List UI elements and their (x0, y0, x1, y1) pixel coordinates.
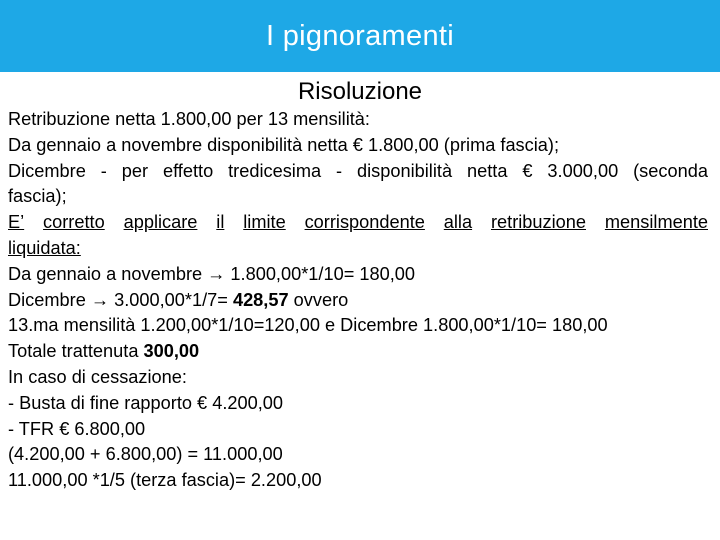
word: (seconda (633, 160, 708, 181)
text-line-6-underlined: liquidata: (8, 237, 81, 258)
header-bar (0, 0, 720, 72)
text-line-2: Da gennaio a novembre disponibilità netta € 1.800,00 (prima fascia); (8, 134, 560, 155)
subtitle-text: Risoluzione (297, 78, 423, 105)
text-line-9: 13.ma mensilità 1.200,00*1/10=120,00 e Dicembre 1.800,00*1/10= 180,00 (8, 315, 608, 336)
text-line-7: Da gennaio a novembre → 1.800,00*1/10= 180,00 (8, 263, 415, 284)
word: limite (243, 212, 286, 233)
subtitle (0, 78, 720, 106)
word: tredicesima (228, 160, 322, 181)
line8-suffix: ovvero (288, 289, 349, 310)
word: € (522, 160, 533, 181)
text-line-14: (4.200,00 + 6.800,00) = 11.000,00 (8, 444, 283, 465)
word: applicare (123, 212, 198, 233)
content-body (8, 107, 708, 494)
line8-bold-value: 428,57 (232, 289, 289, 310)
word: disponibilità (357, 160, 453, 181)
slide-title: I pignoramenti (266, 19, 454, 52)
text-line-15: 11.000,00 *1/5 (terza fascia)= 2.200,00 (8, 470, 322, 491)
text-line-13: - TFR € 6.800,00 (8, 418, 146, 439)
word: alla (443, 212, 473, 233)
word: - (100, 160, 107, 181)
text-line-3 (8, 159, 708, 185)
text-line-12: - Busta di fine rapporto € 4.200,00 (8, 392, 284, 413)
text-line-10 (8, 339, 708, 365)
word: retribuzione (490, 212, 587, 233)
word: Dicembre (8, 160, 86, 181)
word: il (216, 212, 225, 233)
word: E’ (8, 212, 25, 233)
word: - (336, 160, 343, 181)
text-line-1: Retribuzione netta 1.800,00 per 13 mensilità: (8, 109, 370, 129)
word: netta (466, 160, 508, 181)
word: 3.000,00 (547, 160, 619, 181)
line10-bold-value: 300,00 (143, 341, 200, 362)
word: corretto (43, 212, 105, 233)
text-line-11: In caso di cessazione: (8, 366, 187, 387)
line10-prefix: Totale trattenuta (8, 341, 144, 362)
text-line-4: fascia); (8, 186, 67, 207)
line8-prefix: Dicembre → 3.000,00*1/7= (8, 289, 233, 310)
word: per (121, 160, 149, 181)
word: corrispondente (304, 212, 425, 233)
word: effetto (162, 160, 214, 181)
text-line-8 (8, 288, 708, 314)
word: mensilmente (604, 212, 708, 233)
text-line-5-underlined (8, 210, 708, 236)
